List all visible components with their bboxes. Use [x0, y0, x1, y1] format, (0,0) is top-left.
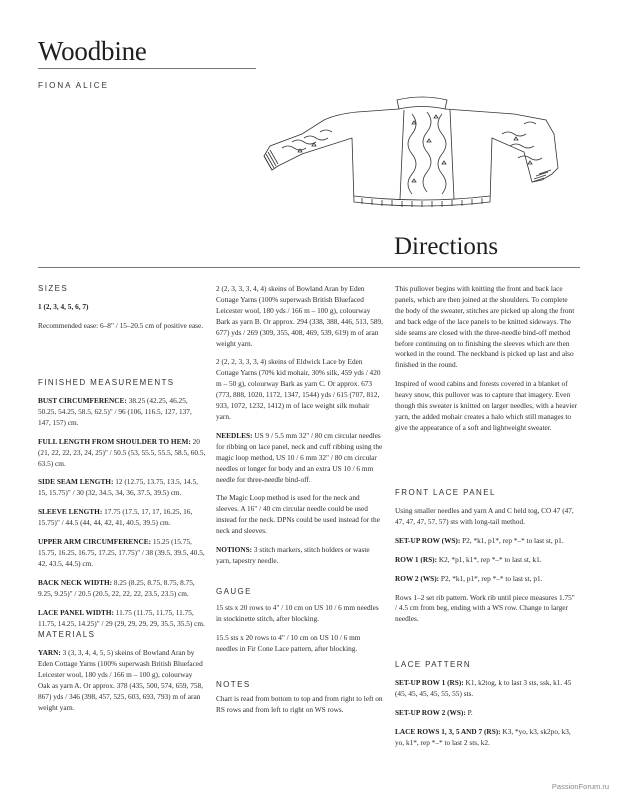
sizes-block	[38, 302, 206, 340]
setup-row-2: SET-UP ROW 2 (WS): P.	[395, 707, 473, 717]
measurement-item: SIDE SEAM LENGTH: 12 (12.75, 13.75, 13.5, 14.5, 15, 15.75)" / 30 (32, 34.5, 34, 36, 37.5, 39.5) cm.	[38, 477, 198, 498]
yarn-a-text: YARN: 3 (3, 3, 4, 4, 5, 5) skeins of Bowland Aran by Eden Cottage Yarns (100% superwash British Bluefaced Leicester wool, 180 yds / 166 m – 100 g), colourway Oak as yarn A. Or approx. 378 (435, 500, 574, 659, 758, 867) yds / 346 (398, 457, 525, 603, 693, 793) m of aran weight yarn.	[38, 648, 203, 712]
measurement-item: BACK NECK WIDTH: 8.25 (8.25, 8.75, 8.75, 8.75, 9.25, 9.25)" / 20.5 (20.5, 22, 22, 22, 23.5, 23.5) cm.	[38, 577, 195, 598]
notions-text: NOTIONS: 3 stitch markers, stitch holders or waste yarn, tapestry needle.	[216, 545, 370, 565]
intro-paragraph: Inspired of wood cabins and forests covered in a blanket of heavy snow, this pullover was to capture that imagery. Even though this sweater is knitted on larger needles, with a heavier yarn, the added mohair creates a halo which still manages to give the appearance of a soft and lightweight sweater.	[395, 379, 578, 432]
materials-heading: MATERIALS	[38, 630, 96, 639]
watermark: PassionForum.ru	[551, 782, 609, 791]
notes-text: Chart is read from bottom to top and from right to left on RS rows and from left to right on WS rows.	[216, 694, 383, 714]
notes-heading: NOTES	[216, 680, 251, 689]
yarn-c-text: 2 (2, 2, 3, 3, 3, 4) skeins of Eldwick Lace by Eden Cottage Yarns (70% kid mohair, 30% silk, 459 yds / 420 m – 50 g), colourway Bark as yarn C. Or approx. 673 (773, 888, 1020, 1172, 1347, 1544) yds / 615 (707, 812, 933, 1072, 1232, 1412) m of lace weight silk mohair yarn.	[216, 357, 381, 421]
row-2: ROW 2 (WS): P2, *k1, p1*, rep *–* to last st, p1.	[395, 573, 543, 583]
front-lace-block	[395, 506, 578, 633]
ease-text: Recommended ease: 6–8" / 15–20.5 cm of positive ease.	[38, 320, 204, 330]
intro-paragraph: This pullover begins with knitting the front and back lace panels, which are then joined at the shoulders. To complete the body of the sweater, stitches are picked up along the front and back edge of the lace panels to be knitted sideways. The side seams are closed with the three-needle bind-off method before continuing on to finishing the sleeves which are then worked in the round. The neckband is picked up last and also finished in the round.	[395, 284, 575, 370]
setup-row: SET-UP ROW (WS): P2, *k1, p1*, rep *–* to last st, p1.	[395, 535, 564, 545]
sweater-illustration	[262, 94, 562, 216]
materials-continued	[216, 284, 384, 575]
lace-rows: LACE ROWS 1, 3, 5 AND 7 (RS): K3, *yo, k3, sk2po, k3, yo, k1*, rep *–* to last 2 sts, k2.	[395, 726, 571, 747]
front-lace-heading: FRONT LACE PANEL	[395, 488, 496, 497]
measurement-item: UPPER ARM CIRCUMFERENCE: 15.25 (15.75, 15.75, 16.25, 16.75, 17.25, 17.75)" / 38 (39.5, 39.5, 40.5, 42, 43.5, 44.5) cm.	[38, 537, 205, 568]
gauge-heading: GAUGE	[216, 587, 252, 596]
yarn-b-text: 2 (2, 3, 3, 3, 4, 4) skeins of Bowland Aran by Eden Cottage Yarns (100% superwash British Bluefaced Leicester wool, 180 yds / 166 m – 100 g), colourway Bark as yarn B. Or approx. 294 (338, 388, 446, 513, 589, 677) yds / 269 (309, 355, 408, 469, 539, 619) m of aran weight yarn.	[216, 284, 383, 348]
sizes-heading: SIZES	[38, 284, 69, 293]
measurement-item: FULL LENGTH FROM SHOULDER TO HEM: 20 (21, 22, 22, 23, 24, 25)" / 50.5 (53, 55.5, 55.5, 58.5, 60.5, 63.5) cm.	[38, 436, 206, 468]
setup-row-1: SET-UP ROW 1 (RS): K1, k2tog, k to last 3 sts, ssk, k1. 45 (45, 45, 45, 45, 55, 55) sts.	[395, 678, 572, 698]
pattern-title: Woodbine	[38, 36, 147, 66]
title-divider	[38, 68, 256, 69]
author-name: FIONA ALICE	[38, 81, 109, 90]
row-1: ROW 1 (RS): K2, *p1, k1*, rep *–* to last st, k1.	[395, 554, 542, 564]
directions-heading: Directions	[394, 233, 499, 260]
rib-instructions: Rows 1–2 set rib pattern. Work rib until piece measures 1.75" / 4.5 cm from beg, ending with a WS row. Change to larger needles.	[395, 592, 575, 624]
lace-pattern-block	[395, 678, 578, 757]
gauge-stockinette: 15 sts x 20 rows to 4" / 10 cm on US 10 / 6 mm needles in stockinette stitch, after blocking.	[216, 603, 379, 623]
magic-loop-text: The Magic Loop method is used for the neck and sleeves. A 16" / 40 cm circular needle could be used instead for the neck. DPNs could be used instead for the neck and sleeves.	[216, 493, 380, 536]
lace-pattern-heading: LACE PATTERN	[395, 660, 472, 669]
measurement-item: LACE PANEL WIDTH: 11.75 (11.75, 11.75, 11.75, 11.75, 14.25, 14.25)" / 29 (29, 29, 29, 29, 35.5, 35.5) cm.	[38, 607, 205, 628]
measurement-item: BUST CIRCUMFERENCE: 38.25 (42.25, 46.25, 50.25, 54.25, 58.5, 62.5)" / 96 (106, 116.5, 127, 137, 147, 157) cm.	[38, 396, 192, 427]
measurements-list	[38, 396, 206, 637]
gauge-block	[216, 603, 384, 663]
cast-on-text: Using smaller needles and yarn A and C held tog, CO 47 (47, 47, 47, 47, 57, 57) sts with long-tail method.	[395, 506, 574, 526]
directions-intro	[395, 284, 578, 442]
gauge-lace: 15.5 sts x 20 rows to 4" / 10 cm on US 10 / 6 mm needles in Fir Cone Lace pattern, after blocking.	[216, 632, 361, 653]
sizes-list: 1 (2, 3, 4, 5, 6, 7)	[38, 302, 89, 311]
section-divider	[38, 267, 580, 268]
measurement-item: SLEEVE LENGTH: 17.75 (17.5, 17, 17, 16.25, 16, 15.75)" / 44.5 (44, 44, 42, 41, 40.5, 39.5) cm.	[38, 507, 193, 528]
measurements-heading: FINISHED MEASUREMENTS	[38, 378, 175, 387]
needles-text: NEEDLES: US 9 / 5.5 mm 32" / 80 cm circular needles for ribbing on lace panel, neck and cuff ribbing using the magic loop method, US 10 / 6 mm 32" / 80 cm circular needles or longer for body and an extra US 10 / 6 mm needle for three-needle bind-off.	[216, 430, 383, 484]
